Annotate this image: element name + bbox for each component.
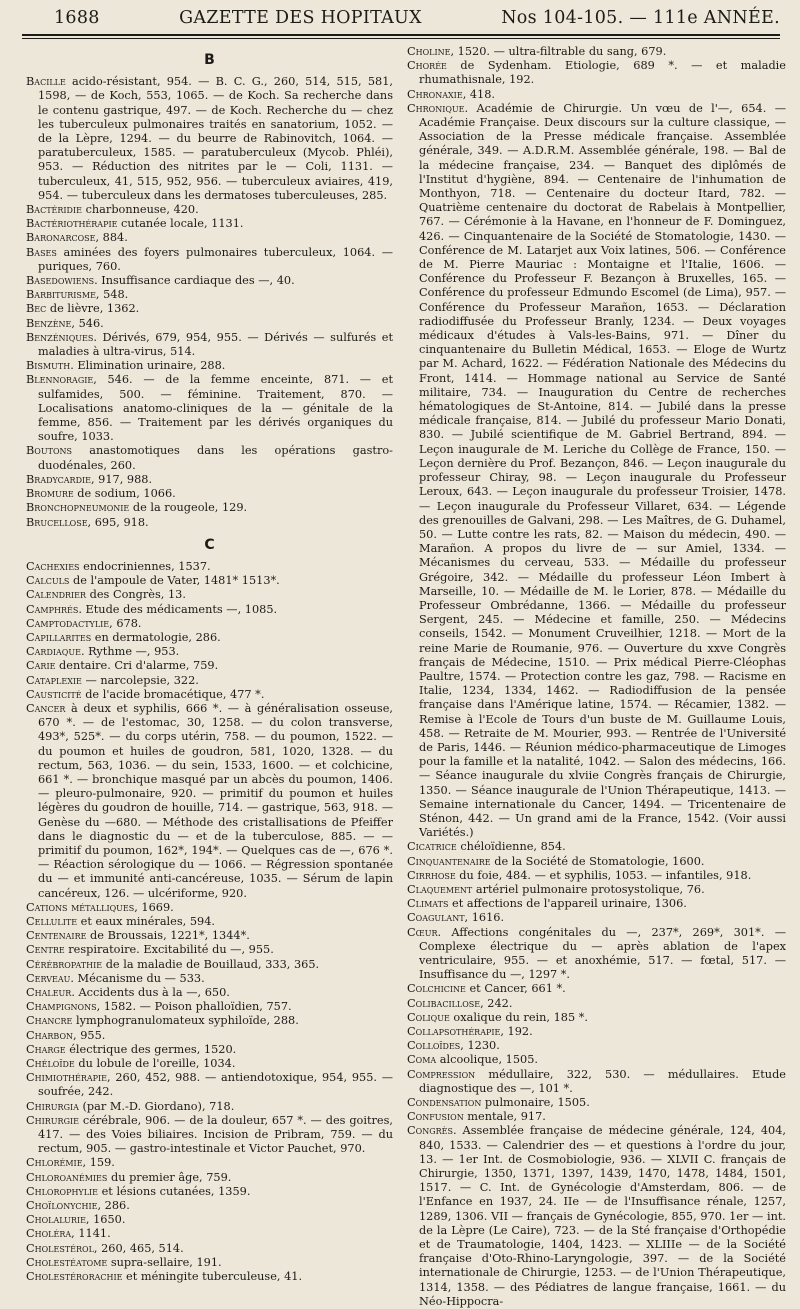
entry-text: et eaux minérales, 594. <box>77 914 215 928</box>
right-column <box>407 45 786 1309</box>
entry-keyword: Carie <box>26 659 56 673</box>
index-entry <box>26 1114 393 1157</box>
entry-keyword: Colibacillose <box>407 996 481 1010</box>
entry-text: , 884. <box>95 231 128 245</box>
entry-keyword: Cholestérol <box>26 1241 94 1255</box>
entry-text: et méningite tuberculeuse, 41. <box>122 1270 303 1284</box>
index-entry <box>26 674 393 688</box>
index-entry <box>26 1043 393 1057</box>
index-entry <box>26 1071 393 1099</box>
page-header <box>14 8 786 34</box>
entry-keyword: Condensation <box>407 1096 482 1110</box>
entry-keyword: Charge <box>26 1042 66 1056</box>
entry-text: supra-sellaire, 191. <box>107 1255 222 1269</box>
entry-keyword: Confusion <box>407 1110 464 1124</box>
entry-keyword: Coma <box>407 1053 437 1067</box>
entry-text: des Congrès, 13. <box>86 588 186 602</box>
index-columns <box>14 45 786 1309</box>
index-entry <box>26 617 393 631</box>
entry-text: à deux et syphilis, 666 *. — à généralisation osseuse, 670 *. — de l'estomac, 30, 1258. — du colon transverse, 493*, 525*. — du corps utérin, 758. — du poumon, 1522. — du poumon et huiles de goudron, 581, 1020, 1328. — du rectum, 563, 1036. — du sein, 1533, 1600. — et colchicine, 661 *. — bronchique masqué par un abcès du poumon, 1406. — pleuro-pulmonaire, 920. — primitif du poumon et huiles légères du goudron de houille, 714. — gastrique, 563, 918. — Genèse du —680. — Méthode des cristallisations de Pfeiffer dans le diagnostic du — et de la tuberculose, 885. — — primitif du poumon, 162*, 194*. — Quelques cas de —, 676 *. — Réaction sérologique du — 1066. — Régression spontanée du — et immunité anti-cancéreuse, 1035. — Sérum de lapin cancéreux, 126. — ulcériforme, 920. <box>38 701 393 900</box>
entry-text: , 242. <box>480 996 513 1010</box>
entry-keyword: Benzéniques <box>26 330 94 344</box>
entry-keyword: Cerveau <box>26 971 71 985</box>
index-entry <box>26 1213 393 1227</box>
entry-text: . Mécanisme du — 533. <box>70 971 205 985</box>
entry-text: , 1616. <box>464 911 505 925</box>
entry-keyword: Cinquantenaire <box>407 854 491 868</box>
section-letter-c: C <box>204 536 215 553</box>
index-entry <box>26 929 393 943</box>
entry-text: , 1230. <box>460 1039 500 1053</box>
index-entry <box>407 1053 786 1067</box>
index-entry <box>407 1025 786 1039</box>
entry-keyword: Chirurgie <box>26 1113 79 1127</box>
entry-text: acido-résistant, 954. — B. C. G., 260, 514, 515, 581, 1598, — de Koch, 553, 1065. — de Koch. Sa recherche dans le contenu gastrique, 497. — de Koch. Recherche du — chez les tuberculeux pulmonaires traités en sanatorium, 1052. — de la Lèpre, 1294. — du beurre de Rabinovitch, 1064. — paratuberculeux, 1585. — paratuberculeux (Mycob. Phléi), 953. — Réduction des nitrites par le — Coli, 1131. — tuberculeux, 41, 515, 952, 956. — tuberculeux aviaires, 419, 954. — tuberculeux dans les dermatoses tuberculeuses, 285. <box>38 75 393 202</box>
index-entry <box>407 883 786 897</box>
index-entry <box>407 1110 786 1124</box>
index-entry <box>26 1227 393 1241</box>
index-entry <box>26 231 393 245</box>
index-entry <box>26 560 393 574</box>
entry-text: , 1669. <box>134 900 174 914</box>
entry-keyword: Chronique <box>407 101 465 115</box>
entry-text: . Etude des médicaments —, 1085. <box>78 602 278 616</box>
entry-keyword: Boutons <box>26 444 72 458</box>
index-entry <box>26 473 393 487</box>
entry-text: charbonneuse, 420. <box>81 203 199 217</box>
entry-keyword: Choléra <box>26 1227 72 1241</box>
index-entry <box>26 217 393 231</box>
index-entry <box>26 915 393 929</box>
entry-keyword: Baronarcose <box>26 231 96 245</box>
index-entry <box>26 331 393 359</box>
entry-text: de Sydenham. Etiologie, 689 *. — et maladie rhumathisnale, 192. <box>419 59 786 87</box>
entry-text: . Elimination urinaire, 288. <box>70 359 226 373</box>
index-entry <box>26 1199 393 1213</box>
header-rule <box>22 34 780 36</box>
entry-keyword: Colloïdes <box>407 1039 461 1053</box>
entry-keyword: Choïlonychie <box>26 1199 98 1213</box>
index-entry <box>26 516 393 530</box>
entry-keyword: Colique <box>407 1010 450 1024</box>
entry-text: , 286. <box>97 1199 130 1213</box>
entry-keyword: Basedowiens <box>26 274 95 288</box>
index-entry <box>26 246 393 274</box>
entry-text: de lièvre, 1362. <box>46 302 140 316</box>
entry-keyword: Coagulant <box>407 911 465 925</box>
entry-text: , 159. <box>82 1156 115 1170</box>
entry-keyword: Choline <box>407 45 451 58</box>
entry-keyword: Cations métalliques <box>26 900 135 914</box>
entry-text: respiratoire. Excitabilité du —, 955. <box>64 943 274 957</box>
entry-keyword: Cirrhose <box>407 868 456 882</box>
index-entry <box>407 840 786 854</box>
entry-text: , 546. — de la femme enceinte, 871. — et sulfamides, 500. — féminine. Traitement, 870. — Localisations anatomo-cliniques de la — génitale de la femme, 856. — Traitement par les dérivés organiques du soufre, 1033. <box>38 373 393 444</box>
index-entry <box>26 359 393 373</box>
entry-text: (par M.-D. Giordano), 718. <box>78 1099 235 1113</box>
entry-text: , 695, 918. <box>87 515 149 529</box>
entry-keyword: Cardiaque <box>26 645 81 659</box>
entry-keyword: Congrès <box>407 1124 453 1138</box>
entry-text: mentale, 917. <box>463 1110 546 1124</box>
entry-keyword: Calculs <box>26 574 70 588</box>
index-entry <box>407 102 786 841</box>
entry-text: cérébrale, 906. — de la douleur, 657 *. — des goitres, 417. — des Voies biliaires. Incision de Pribram, 759. — du rectum, 905. — gastro-intestinale et Victor Pauchet, 970. <box>38 1113 393 1156</box>
entry-keyword: Chéloïde <box>26 1057 75 1071</box>
entry-text: du lobule de l'oreille, 1034. <box>74 1057 236 1071</box>
section-b-entries <box>26 75 393 530</box>
index-entry <box>26 1057 393 1071</box>
entry-text: , 1650. <box>85 1213 126 1227</box>
entry-text: — narcolepsie, 322. <box>81 673 199 687</box>
index-entry <box>26 444 393 472</box>
index-entry <box>26 373 393 444</box>
entry-keyword: Bacille <box>26 75 66 89</box>
index-entry <box>407 1068 786 1096</box>
entry-keyword: Camptodactylie <box>26 616 110 630</box>
journal-title: GAZETTE DES HOPITAUX <box>179 8 422 28</box>
entry-text: , 418. <box>462 87 496 101</box>
entry-keyword: Cancer <box>26 701 66 715</box>
index-entry <box>407 1096 786 1110</box>
entry-keyword: Calendrier <box>26 588 87 602</box>
entry-keyword: Bronchopneumonie <box>26 501 130 515</box>
entry-keyword: Centre <box>26 943 65 957</box>
index-entry <box>26 1242 393 1256</box>
entry-text: du foie, 484. — et syphilis, 1053. — infantiles, 918. <box>455 868 752 882</box>
index-entry <box>26 603 393 617</box>
entry-keyword: Camphrés <box>26 602 79 616</box>
entry-keyword: Charbon <box>26 1028 74 1042</box>
entry-keyword: Chaleur <box>26 986 72 999</box>
entry-text: . Insuffisance cardiaque des —, 40. <box>94 274 295 288</box>
entry-text: de sodium, 1066. <box>73 487 176 501</box>
entry-text: artériel pulmonaire protosystolique, 76. <box>472 882 705 896</box>
entry-keyword: Bases <box>26 245 57 259</box>
entry-text: , 678. <box>109 616 142 630</box>
index-entry <box>26 75 393 203</box>
index-entry <box>26 288 393 302</box>
index-entry <box>26 1156 393 1170</box>
index-entry <box>26 702 393 901</box>
entry-text: chéloïdienne, 854. <box>456 840 566 854</box>
index-entry <box>26 317 393 331</box>
entry-keyword: Chronaxie <box>407 87 463 101</box>
entry-text: , 955. <box>73 1028 106 1042</box>
entry-text: aminées des foyers pulmonaires tuberculeux, 1064. — puriques, 760. <box>38 245 393 273</box>
index-entry <box>26 1171 393 1185</box>
entry-text: . Assemblée française de médecine générale, 124, 404, 840, 1533. — Calendrier des — et questions à l'ordre du jour, 13. — 1er Int. de Cosmobiologie, 936. — XLVII C. français de Chirurgie, 1350, 1371, 1397, 1439, 1470, 1478, 1484, 1501, 1517. — C. Int. de Gynécologie d'Amsterdam, 806. — de l'Enfance en 1937, 24. IIe — de l'Insuffisance rénale, 1257, 1289, 1306. VII — français de Gynécologie, 855, 970. 1er — int. de la Lèpre (Le Caire), 723. — de la Sté française d'Orthopédie et de Traumatologie, 1404, 1423. — XLIIIe — de la Société française d'Oto-Rhino-Laryngologie, 397. — de la Société internationale de Chirurgie, 1253. — de l'Union Thérapeutique, 1314, 1358. — des Pédiatres de langue française, 1661. — du Néo-Hippocra- <box>419 1124 786 1308</box>
entry-keyword: Bradycardie <box>26 472 91 486</box>
entry-text: . Affections congénitales du —, 237*, 269*, 301*. — Complexe électrique du — après ablation de l'apex ventriculaire, 955. — et anoxhémie, 517. — fœtal, 517. — Insuffisance du —, 1297 *. <box>419 925 786 982</box>
entry-keyword: Cicatrice <box>407 840 457 854</box>
section-c-entries <box>26 560 393 1284</box>
entry-text: et lésions cutanées, 1359. <box>98 1184 251 1198</box>
entry-text: , 548. <box>95 288 129 302</box>
entry-text: endocriniennes, 1537. <box>79 559 211 573</box>
index-entry <box>26 501 393 515</box>
entry-keyword: Bactériothérapie <box>26 217 118 231</box>
entry-keyword: Cholestérorachie <box>26 1270 123 1284</box>
page-number: 1688 <box>54 8 100 28</box>
entry-keyword: Climats <box>407 897 449 911</box>
entry-keyword: Chlorophylie <box>26 1184 99 1198</box>
entry-keyword: Chloroanémies <box>26 1170 108 1184</box>
entry-text: , 260, 465, 514. <box>93 1241 184 1255</box>
entry-text: , 1141. <box>71 1227 111 1241</box>
entry-keyword: Causticité <box>26 687 82 701</box>
entry-text: cutanée locale, 1131. <box>117 217 244 231</box>
index-entry <box>407 1011 786 1025</box>
entry-text: . Accidents dus à la —, 650. <box>71 986 230 999</box>
entry-keyword: Cataplexie <box>26 673 82 687</box>
index-entry <box>26 631 393 645</box>
index-entry <box>26 588 393 602</box>
entry-keyword: Benzène <box>26 316 72 330</box>
entry-keyword: Compression <box>407 1067 476 1081</box>
entry-text: en dermatologie, 286. <box>91 630 221 644</box>
index-entry <box>26 1100 393 1114</box>
entry-keyword: Chimiothérapie <box>26 1071 108 1085</box>
entry-text: . Dérivés, 679, 954, 955. — Dérivés — sulfurés et maladies à ultra-virus, 514. <box>38 330 393 359</box>
right-column-entries <box>407 45 786 1309</box>
entry-text: pulmonaire, 1505. <box>481 1096 590 1110</box>
index-entry <box>407 926 786 983</box>
entry-keyword: Brucellose <box>26 515 88 529</box>
entry-keyword: Chirurgia <box>26 1099 79 1113</box>
entry-keyword: Chancre <box>26 1014 73 1028</box>
entry-keyword: Cœur <box>407 925 438 939</box>
entry-text: de la rougeole, 129. <box>129 501 248 515</box>
entry-text: médullaire, 322, 530. — médullaires. Etude diagnostique des —, 101 *. <box>419 1067 786 1095</box>
entry-keyword: Cholalurie <box>26 1213 86 1227</box>
left-column <box>14 45 393 1309</box>
index-entry <box>407 997 786 1011</box>
entry-keyword: Cachexies <box>26 559 80 573</box>
entry-text: anastomotiques dans les opérations gastro-duodénales, 260. <box>38 444 393 472</box>
entry-keyword: Cholestéatome <box>26 1255 108 1269</box>
index-entry <box>407 1039 786 1053</box>
entry-text: électrique des germes, 1520. <box>65 1042 237 1056</box>
index-entry <box>407 911 786 925</box>
index-entry <box>26 203 393 217</box>
index-entry <box>26 1270 393 1284</box>
entry-keyword: Bactéridie <box>26 203 82 217</box>
entry-text: et affections de l'appareil urinaire, 1306. <box>448 897 687 911</box>
section-letter-b: B <box>204 52 215 68</box>
index-entry <box>407 45 786 59</box>
index-entry <box>26 986 393 1000</box>
index-entry <box>26 1000 393 1014</box>
entry-keyword: Champignons <box>26 1000 97 1014</box>
entry-keyword: Chorée <box>407 59 447 73</box>
entry-text: et Cancer, 661 *. <box>465 982 566 996</box>
index-entry <box>26 645 393 659</box>
entry-keyword: Bismuth <box>26 359 71 373</box>
entry-text: de la maladie de Bouillaud, 333, 365. <box>102 957 320 971</box>
index-entry <box>26 487 393 501</box>
index-entry <box>26 1014 393 1028</box>
index-entry <box>407 855 786 869</box>
index-entry <box>407 869 786 883</box>
entry-keyword: Colchicine <box>407 982 466 996</box>
entry-keyword: Capillarites <box>26 630 92 644</box>
index-entry <box>26 943 393 957</box>
entry-keyword: Cérébropathie <box>26 957 103 971</box>
entry-text: . Académie de Chirurgie. Un vœu de l'—, 654. — Académie Française. Deux discours sur la culture classique, — Association de la Presse médicale française. Assemblée générale, 349. — A.D.R.M. Assemblée générale, 198. — Bal de la médecine française, 234. — Banquet des diplômés de l'Institut d'hygiène, 894. — Centenaire de l'inhumation de Monthyon, 718. — Centenaire du docteur Itard, 782. — Quatrième centenaire du doctorat de Rabelais à Montpellier, 767. — Cérémonie à la Havane, en l'honneur de F. Dominguez, 426. — Cinquantenaire de la Société de Stomatologie, 1430. — Conférence de M. Latarjet aux Voix latines, 506. — Conférence de M. Pierre Mauriac : Montaigne et l'Italie, 1606. — Conférence du Professeur F. Bezançon à Bruxelles, 165. — Conférence du professeur Edmundo Escomel (de Lima), 957. — Conférence du Professeur Marañon, 1653. — Déclaration radiodiffusée du Professeur Branly, 1234. — Deux voyages médicaux d'études à Vals-les-Bains, 971. — Dîner du cinquantenaire du Bulletin Médical, 1653. — Eloge de Wurtz par M. Achard, 1622. — Fédération Nationale des Médecins du Front, 1414. — Hommage national au Service de Santé militaire, 734. — Inauguration du Centre de recherches hématologiques de St-Antoine, 814. — Jubilé dans la presse médicale française, 814. — Jubilé du professeur Mario Donati, 830. — Jubilé scientifique de M. Gabriel Bertrand, 894. — Leçon inaugurale de M. Leriche du Collège de France, 150. — Leçon dernière du Prof. Bezançon, 846. — Leçon inaugurale du professeur Chiray, 98. — Leçon inaugurale du Professeur Leroux, 643. — Leçon inaugurale du professeur Troisier, 1478. — Leçon inaugurale du Professeur Villaret, 634. — Légende des grenouilles de Galvani, 298. — Les Maîtres, de G. Duhamel, 50. — Lutte contre les rats, 82. — Maison du médecin, 490. — Marañon. A propos du livre de — sur Amiel, 1334. — Mécanismes du cerveau, 533. — Médaille du professeur Grégoire, 342. — Médaille du professeur Léon Imbert à Marseille, 10. — Médaille de M. le Lorier, 878. — Médaille du Professeur Ombrédanne, 1366. — Médaille du professeur Sergent, 245. — Médecine et famille, 250. — Médecins conseils, 1542. — Monument Cruveilhier, 1218. — Mort de la reine Marie de Roumanie, 976. — Ouverture du xxve Congrès français de Médecine, 1510. — Prix médical Pierre-Cléophas Paultre, 1574. — Protection contre les gaz, 798. — Racisme en Italie, 1234, 1334, 1462. — Radiodiffusion de la pensée française dans l'Amérique latine, 1574. — Récamier, 1382. — Remise à l'Ecole de Tours d'un buste de M. Guillaume Louis, 458. — Retraite de M. Mourier, 993. — Rentrée de l'Université de Paris, 1446. — Réunion médico-pharmaceutique de Limoges pour la famille et la natalité, 1042. — Salon des médecins, 166. — Séance inaugurale du xlviie Congrès français de Chirurgie, 1350. — Séance inaugurale de l'Union Thérapeutique, 1413. — Semaine internationale du Cancer, 1494. — Tricentenaire de Sténon, 442. — Un grand ami de la France, 1542. (Voir aussi Variétés.) <box>419 101 786 840</box>
issue-info: Nos 104-105. — 111e ANNÉE. <box>501 8 780 28</box>
entry-text: , 1582. — Poison phalloïdien, 757. <box>96 1000 292 1014</box>
entry-keyword: Blennoragie <box>26 373 94 387</box>
entry-text: de l'ampoule de Vater, 1481* 1513*. <box>69 574 280 588</box>
entry-keyword: Chlorémie <box>26 1156 83 1170</box>
index-entry <box>26 302 393 316</box>
entry-text: du premier âge, 759. <box>107 1170 232 1184</box>
entry-text: oxalique du rein, 185 *. <box>449 1010 588 1024</box>
entry-text: , 546. <box>71 316 104 330</box>
index-entry <box>407 897 786 911</box>
index-entry <box>26 958 393 972</box>
entry-keyword: Claquement <box>407 882 473 896</box>
entry-keyword: Cellulite <box>26 914 78 928</box>
entry-text: lymphogranulomateux syphiloïde, 288. <box>72 1014 299 1028</box>
index-entry <box>407 88 786 102</box>
entry-text: alcoolique, 1505. <box>436 1053 538 1067</box>
index-entry <box>26 1185 393 1199</box>
entry-text: de la Société de Stomatologie, 1600. <box>490 854 705 868</box>
entry-text: , 917, 988. <box>91 472 153 486</box>
index-entry <box>26 688 393 702</box>
index-entry <box>26 1256 393 1270</box>
entry-text: , 1520. — ultra-filtrable du sang, 679. <box>450 45 667 58</box>
header-rule-thin <box>22 38 780 39</box>
index-entry <box>407 982 786 996</box>
index-entry <box>407 59 786 87</box>
index-entry <box>26 574 393 588</box>
entry-text: de l'acide bromacétique, 477 *. <box>81 687 265 701</box>
entry-text: , 260, 452, 988. — antiendotoxique, 954, 955. — soufrée, 242. <box>38 1071 393 1099</box>
entry-text: , 192. <box>500 1025 533 1039</box>
index-entry <box>407 1124 786 1309</box>
index-entry <box>26 659 393 673</box>
entry-text: . Rythme —, 953. <box>80 645 180 659</box>
entry-keyword: Collapsothérapie <box>407 1025 501 1039</box>
entry-keyword: Bec <box>26 302 47 316</box>
entry-keyword: Centenaire <box>26 929 87 943</box>
entry-keyword: Barbiturisme <box>26 288 96 302</box>
index-entry <box>26 1029 393 1043</box>
entry-text: dentaire. Cri d'alarme, 759. <box>55 659 219 673</box>
index-entry <box>26 972 393 986</box>
entry-keyword: Bromure <box>26 487 74 501</box>
index-entry <box>26 274 393 288</box>
index-entry <box>26 901 393 915</box>
entry-text: de Broussais, 1221*, 1344*. <box>86 929 250 943</box>
